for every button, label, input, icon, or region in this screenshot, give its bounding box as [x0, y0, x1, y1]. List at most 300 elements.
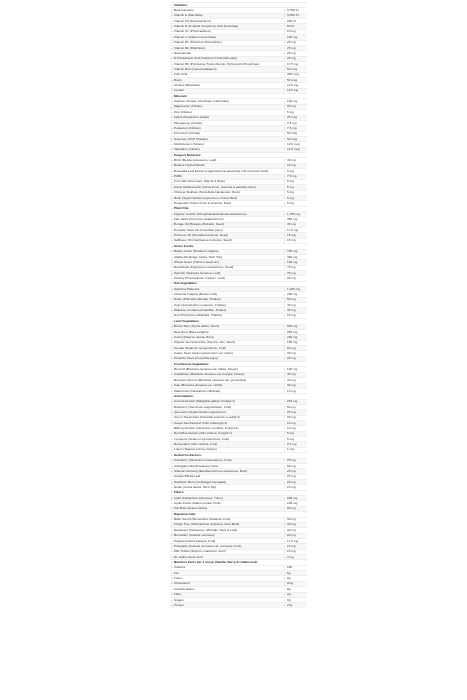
- ingredient-amount: 17.5 mg: [284, 229, 307, 232]
- ingredient-amount: 30 mg: [284, 384, 307, 387]
- ingredient-amount: 5 mg: [284, 438, 307, 441]
- ingredient-amount: 50 mg: [284, 406, 307, 409]
- ingredient-amount: 20 mg: [284, 416, 307, 419]
- bullet-icon: »: [171, 377, 173, 382]
- ingredient-amount: 50 mcg: [284, 132, 307, 135]
- bullet-icon: »: [171, 329, 173, 334]
- ingredient-name: Brown Rice (Oryza sativa, Seed): [174, 325, 219, 329]
- ingredient-name: Red Wine Extract (Vitis vinifera, Fruit)(4:1): [174, 432, 232, 436]
- ingredient-amount: 40 mg: [284, 379, 307, 382]
- ingredient-amount: 15 mg: [284, 234, 307, 237]
- ingredient-amount: 3,000 IU: [284, 14, 307, 17]
- table-row: [170, 479, 307, 484]
- table-row: [170, 575, 307, 580]
- bullet-icon: »: [171, 501, 173, 506]
- bullet-icon: »: [171, 40, 173, 45]
- table-row: [170, 259, 307, 264]
- ingredient-name: Chromium (Citrate): [174, 132, 201, 136]
- ingredient-amount: 150 mg: [284, 341, 307, 344]
- ingredient-name: Vitamin E (D-Alpha Tocopheryl Acid Succinate): [174, 25, 239, 29]
- bullet-icon: »: [171, 597, 173, 602]
- table-row: [170, 297, 307, 302]
- bullet-icon: »: [171, 468, 173, 473]
- section-title: Green Foods:: [174, 244, 195, 248]
- table-row: [170, 174, 307, 179]
- ingredient-name: Hawthorn Berry (Crataegus laevigata): [174, 480, 226, 484]
- ingredient-amount: 30 mg: [284, 309, 307, 312]
- table-row: [170, 409, 307, 414]
- table-row: [170, 179, 307, 184]
- ingredient-name: Bromelain (Ananas comosus): [174, 534, 215, 538]
- table-row: [170, 104, 307, 109]
- ingredient-name: Wheat Grass (Triticum aestivum): [174, 260, 220, 264]
- table-row: [170, 61, 307, 66]
- ingredient-amount: 20 mg: [284, 534, 307, 537]
- bullet-icon: »: [171, 447, 173, 452]
- ingredient-name: Kale (Brassica oleracea var. viridis): [174, 384, 223, 388]
- ingredient-amount: 25 mg: [284, 411, 307, 414]
- bullet-icon: »: [171, 136, 173, 141]
- bullet-icon: »: [171, 120, 173, 125]
- ingredient-amount: 10 mg: [284, 164, 307, 167]
- ingredient-amount: 3,750 IU: [284, 9, 307, 12]
- bullet-icon: »: [171, 554, 173, 559]
- bullet-icon: »: [171, 586, 173, 591]
- ingredient-amount: 12.5 mcg: [284, 148, 307, 151]
- table-row: [170, 40, 307, 45]
- table-row: [170, 597, 307, 602]
- bullet-icon: »: [171, 533, 173, 538]
- ingredient-amount: 25 mg: [284, 277, 307, 280]
- bullet-icon: »: [171, 538, 173, 543]
- bullet-icon: »: [171, 72, 173, 77]
- ingredient-amount: 20 mg: [284, 481, 307, 484]
- table-row: [170, 554, 307, 559]
- table-row: [170, 468, 307, 473]
- ingredient-amount: 50 mg: [284, 105, 307, 108]
- bullet-icon: »: [171, 109, 173, 114]
- ingredient-name: D-Pantothenic Acid (Calcium D-Pantothenate): [174, 57, 237, 61]
- ingredient-amount: 17.5 mg: [284, 540, 307, 543]
- bullet-icon: »: [171, 56, 173, 61]
- ingredient-name: Boswellia Leaf Extract (Lagerstroemia speciosa) (1% Corosolic Acid): [174, 169, 269, 173]
- bullet-icon: »: [171, 211, 173, 216]
- ingredient-amount: 25 mg: [284, 470, 307, 473]
- ingredient-name: Fat: [174, 571, 179, 575]
- section-title: Antioxidants:: [174, 394, 194, 398]
- table-row: [170, 66, 307, 71]
- bullet-icon: »: [171, 297, 173, 302]
- ingredient-name: Beta Carotene: [174, 8, 194, 12]
- ingredient-name: Lycopene (Solanum lycopersicum, Fruit): [174, 437, 230, 441]
- bullet-icon: »: [171, 163, 173, 168]
- ingredient-amount: 5 mg: [284, 202, 307, 205]
- table-row: [170, 495, 307, 500]
- ingredient-name: Nori (Porphyra umbilicalis, Thallus): [174, 314, 222, 318]
- ingredient-amount: 1,025 mg: [284, 288, 307, 291]
- ingredient-name: Potassium (Citrate): [174, 126, 201, 130]
- bullet-icon: »: [171, 174, 173, 179]
- bullet-icon: »: [171, 565, 173, 570]
- ingredient-name: Pineapple (Ananas comosus var. comosus, Fruit): [174, 544, 242, 548]
- table-row: [170, 163, 307, 168]
- table-row: [170, 447, 307, 452]
- ingredient-amount: 250 mg: [284, 331, 307, 334]
- bullet-icon: »: [171, 485, 173, 490]
- ingredient-amount: 350 mg: [284, 218, 307, 221]
- table-row: [170, 307, 307, 312]
- table-row: [170, 72, 307, 77]
- table-row: [170, 98, 307, 103]
- bullet-icon: »: [171, 308, 173, 313]
- bullet-icon: »: [171, 99, 173, 104]
- table-row: [170, 441, 307, 446]
- table-row: [170, 157, 307, 162]
- ingredient-name: Grape Seed Extract (Vitis vinifera)(4:1): [174, 421, 228, 425]
- bullet-icon: »: [171, 409, 173, 414]
- ingredient-name: Kelp (Ascophyllum nodosum, Thallus): [174, 303, 226, 307]
- ingredient-name: Ginkgo Biloba Leaf: [174, 475, 201, 479]
- bullet-icon: »: [171, 184, 173, 189]
- bullet-icon: »: [171, 351, 173, 356]
- ingredient-name: Protein: [174, 603, 184, 607]
- bullet-icon: »: [171, 24, 173, 29]
- ingredient-amount: 0g: [284, 599, 307, 602]
- bullet-icon: »: [171, 560, 173, 565]
- bullet-icon: »: [171, 281, 173, 286]
- ingredient-name: Rutin (Styphnolobium japonicum, Flower Bud): [174, 196, 237, 200]
- ingredient-name: Choline (Bitartrate): [174, 84, 200, 88]
- ingredient-amount: 75 mg: [284, 272, 307, 275]
- ingredient-amount: 7.5 mg: [284, 175, 307, 178]
- table-row: [170, 302, 307, 307]
- ingredient-amount: 5 mg: [284, 432, 307, 435]
- ingredient-name: Birch (Betula pubescens, Leaf): [174, 159, 217, 163]
- bullet-icon: »: [171, 190, 173, 195]
- ingredient-amount: 8 mcg: [284, 30, 307, 33]
- table-row: [170, 34, 307, 39]
- table-row: [170, 238, 307, 243]
- ingredient-name: Watercress (Nasturtium officinale): [174, 389, 221, 393]
- bullet-icon: »: [171, 125, 173, 130]
- ingredient-name: Blueberry (Vaccinium angustifolium, Fruit): [174, 405, 232, 409]
- bullet-icon: »: [171, 527, 173, 532]
- bullet-icon: »: [171, 104, 173, 109]
- ingredient-name: Milk Thistle (Silybum marianum, Fruit): [174, 550, 226, 554]
- table-row: [170, 538, 307, 543]
- ingredient-name: Bitter Gourd (Momordica charantia, Fruit): [174, 518, 231, 522]
- bullet-icon: »: [171, 34, 173, 39]
- bullet-icon: »: [171, 217, 173, 222]
- section-title: Plant Oils:: [174, 207, 190, 211]
- ingredient-amount: 30 mg: [284, 529, 307, 532]
- ingredient-name: Iodine (Potassium Iodide): [174, 116, 210, 120]
- section-title: Sea Vegetables:: [174, 282, 198, 286]
- ingredient-amount: 45 mg: [284, 223, 307, 226]
- table-row: [170, 200, 307, 205]
- bullet-icon: »: [171, 340, 173, 345]
- ingredient-amount: 27g: [284, 604, 307, 607]
- section-title: Digestive Aids:: [174, 512, 197, 516]
- ingredient-amount: 30 mg: [284, 159, 307, 162]
- table-row: [170, 458, 307, 463]
- table-row: [170, 291, 307, 296]
- ingredient-amount: 15 mg: [284, 239, 307, 242]
- bullet-icon: »: [171, 602, 173, 607]
- ingredient-amount: 300 mcg: [284, 73, 307, 76]
- bullet-icon: »: [171, 13, 173, 18]
- ingredient-name: Acerola Extract (Malpighia glabra, Fruit)(4:1): [174, 400, 235, 404]
- bullet-icon: »: [171, 543, 173, 548]
- ingredient-name: Fringe Tree (Chionanthus virginicus, Root Bark): [174, 523, 240, 527]
- ingredient-amount: 30 mg: [284, 523, 307, 526]
- bullet-icon: »: [171, 243, 173, 248]
- bullet-icon: »: [171, 45, 173, 50]
- table-row: [170, 345, 307, 350]
- table-row: [170, 356, 307, 361]
- bullet-icon: »: [171, 142, 173, 147]
- bullet-icon: »: [171, 302, 173, 307]
- table-row: [170, 431, 307, 436]
- bullet-icon: »: [171, 313, 173, 318]
- ingredient-name: Inositol: [174, 89, 184, 93]
- table-row: [170, 522, 307, 527]
- bullet-icon: »: [171, 570, 173, 575]
- bullet-icon: »: [171, 18, 173, 23]
- ingredient-amount: 25 mg: [284, 475, 307, 478]
- bullet-icon: »: [171, 495, 173, 500]
- bullet-icon: »: [171, 367, 173, 372]
- table-row: [170, 383, 307, 388]
- bullet-icon: »: [171, 83, 173, 88]
- table-row: [170, 286, 307, 291]
- table-row: [170, 115, 307, 120]
- ingredient-name: Folic Acid: [174, 73, 188, 77]
- ingredient-amount: 0mg: [284, 582, 307, 585]
- ingredient-name: Siberian Ginseng (Eleutherococcus senticosus, Root): [174, 469, 248, 473]
- table-row: [170, 232, 307, 237]
- ingredient-name: Vitamin B1 (Thiamine Mononitrate): [174, 41, 222, 45]
- section-title: Minerals:: [174, 94, 188, 98]
- section-title: Support Nutrients:: [174, 153, 202, 157]
- bullet-icon: »: [171, 66, 173, 71]
- bullet-icon: »: [171, 276, 173, 280]
- bullet-icon: »: [171, 286, 173, 291]
- ingredient-amount: 25 mg: [284, 357, 307, 360]
- table-row: [170, 147, 307, 152]
- ingredient-name: Niacinamide: [174, 51, 192, 55]
- ingredient-name: Spinach (Spinacia oleracea, Leaf): [174, 271, 221, 275]
- bullet-icon: »: [171, 158, 173, 163]
- table-row: [170, 168, 307, 173]
- bullet-icon: »: [171, 517, 173, 522]
- table-row: [170, 399, 307, 404]
- ingredient-name: Vitamin B6 (Pyridoxine Hydrochloride, Pyridoxal-5-Phosphate): [174, 62, 260, 66]
- ingredient-name: Safflower Oil (Carthamus tinctorius, Seed): [174, 239, 232, 243]
- ingredient-name: Calcium (Citrate, Ascorbate, Carbonate): [174, 100, 229, 104]
- ingredient-name: DL-Alpha Lipoic Acid: [174, 555, 203, 559]
- ingredient-name: Broccoli (Brassica oleracea var. italica, Flower): [174, 368, 239, 372]
- bullet-icon: »: [171, 152, 173, 157]
- table-row: [170, 249, 307, 254]
- ingredient-amount: 15 mg: [284, 314, 307, 317]
- ingredient-name: Manganese (Citrate): [174, 121, 203, 125]
- table-row: [170, 340, 307, 345]
- bullet-icon: »: [171, 576, 173, 581]
- table-row: [170, 50, 307, 55]
- table-row: [170, 184, 307, 189]
- ingredient-amount: 25 mcg: [284, 116, 307, 119]
- ingredient-name: Magnesium (Citrate): [174, 105, 203, 109]
- table-row: [170, 324, 307, 329]
- ingredient-amount: 900 mg: [284, 325, 307, 328]
- ingredient-name: Alfalfa (Medicago sativa, Herb Top): [174, 255, 223, 259]
- ingredient-amount: 50 mcg: [284, 68, 307, 71]
- bullet-icon: »: [171, 490, 173, 495]
- table-row: [170, 586, 307, 591]
- table-row: [170, 56, 307, 61]
- ingredient-amount: 10 mg: [284, 550, 307, 553]
- ingredient-name: Tomato (Solanum lycopersicum, Fruit): [174, 346, 227, 350]
- ingredient-amount: 200 mg: [284, 293, 307, 296]
- ingredient-amount: 75 mg: [284, 459, 307, 462]
- ingredient-amount: 105 mg: [284, 502, 307, 505]
- ingredient-amount: 5g: [284, 572, 307, 575]
- table-row: [170, 474, 307, 479]
- table-row: [170, 517, 307, 522]
- ingredient-name: Oat Bran (Avena sativa): [174, 507, 207, 511]
- bullet-icon: »: [171, 356, 173, 361]
- table-row: [170, 377, 307, 382]
- table-row: [170, 227, 307, 232]
- bullet-icon: »: [171, 50, 173, 55]
- ingredient-name: Chinese Skullcap (Scutellaria baicalensis, Root): [174, 191, 240, 195]
- table-row: [170, 372, 307, 377]
- ingredient-amount: 750 mg: [284, 250, 307, 253]
- ingredient-name: Trans: [174, 577, 182, 581]
- table-row: [170, 463, 307, 468]
- ingredient-amount: 12.5 mg: [284, 89, 307, 92]
- ingredient-amount: 2g: [284, 593, 307, 596]
- bullet-icon: »: [171, 200, 173, 205]
- ingredient-name: Selenium (HVP Chelate): [174, 137, 208, 141]
- bullet-icon: »: [171, 270, 173, 275]
- table-row: [170, 425, 307, 430]
- ingredient-amount: 60 mg: [284, 347, 307, 350]
- bullet-icon: »: [171, 592, 173, 597]
- table-row: [170, 602, 307, 607]
- ingredient-name: Resveratrol (Vitis vinifera, Fruit): [174, 443, 218, 447]
- ingredient-amount: 40 mg: [284, 373, 307, 376]
- table-row: [170, 527, 307, 532]
- ingredient-name: Betaine Hydrochloride: [174, 164, 205, 168]
- bullet-icon: »: [171, 131, 173, 136]
- bullet-icon: »: [171, 452, 173, 457]
- table-row: [170, 216, 307, 221]
- bullet-icon: »: [171, 479, 173, 484]
- table-row: [170, 404, 307, 409]
- table-row: [170, 23, 307, 28]
- table-row: [170, 388, 307, 393]
- bullet-icon: »: [171, 249, 173, 254]
- ingredient-amount: 50 IU: [284, 25, 307, 28]
- bullet-icon: »: [171, 442, 173, 447]
- ingredient-amount: 180: [284, 566, 307, 569]
- ingredient-name: Cauliflower (Brassica oleracea var. botrytis, Flower): [174, 373, 245, 377]
- ingredient-amount: 5 mg: [284, 191, 307, 194]
- bullet-icon: »: [171, 404, 173, 409]
- table-row: [170, 222, 307, 227]
- ingredient-name: Zinc (Citrate): [174, 110, 192, 114]
- bullet-icon: »: [171, 292, 173, 297]
- bullet-icon: »: [171, 388, 173, 393]
- bullet-icon: »: [171, 511, 173, 516]
- ingredient-amount: 30 mg: [284, 518, 307, 521]
- ingredient-amount: 300 mg: [284, 256, 307, 259]
- ingredient-amount: 0g: [284, 577, 307, 580]
- bullet-icon: »: [171, 420, 173, 425]
- ingredient-amount: 25 mg: [284, 41, 307, 44]
- bullet-icon: »: [171, 506, 173, 511]
- bullet-icon: »: [171, 361, 173, 366]
- ingredient-name: Vitamin B2 (Riboflavin): [174, 46, 206, 50]
- table-row: [170, 195, 307, 200]
- table-row: [170, 506, 307, 511]
- table-row: [170, 254, 307, 259]
- ingredient-name: PABA: [174, 175, 183, 179]
- table-row: [170, 415, 307, 420]
- ingredient-name: Barley Grass (Hordeum vulgare): [174, 250, 219, 254]
- ingredient-name: Sugars: [174, 598, 184, 602]
- ingredient-amount: 6 mg: [284, 170, 307, 173]
- table-row: [170, 7, 307, 12]
- table-row: [170, 77, 307, 82]
- bullet-icon: »: [171, 88, 173, 93]
- bullet-icon: »: [171, 522, 173, 527]
- ingredient-name: Beet Root (Beta vulgaris): [174, 330, 209, 334]
- table-row: [170, 125, 307, 130]
- ingredient-name: Cranberry (Vaccinium macrocarpon, Fruit): [174, 459, 232, 463]
- ingredient-amount: 7.5 mg: [284, 127, 307, 130]
- bullet-icon: »: [171, 549, 173, 554]
- table-row: [170, 581, 307, 586]
- table-row: [170, 329, 307, 334]
- ingredient-amount: 15 mg: [284, 390, 307, 393]
- table-row: [170, 88, 307, 93]
- section-title: Fibers:: [174, 491, 185, 495]
- bullet-icon: »: [171, 259, 173, 264]
- ingredient-amount: 1,750 mg: [284, 213, 307, 216]
- ingredient-amount: 50 mg: [284, 298, 307, 301]
- ingredient-amount: 900 mg: [284, 497, 307, 500]
- bullet-icon: »: [171, 265, 173, 270]
- ingredient-name: Inulin (Helianthus tuberosus, Tuber): [174, 496, 224, 500]
- table-row: [170, 82, 307, 87]
- table-row: [170, 131, 307, 136]
- ingredient-amount: 50 mcg: [284, 138, 307, 141]
- ingredient-name: Dulse (Palmaria palmata, Thallus): [174, 298, 221, 302]
- bullet-icon: »: [171, 168, 173, 173]
- bullet-icon: »: [171, 334, 173, 339]
- ingredient-name: Apple Pectin (Malus pumila, Fruit): [174, 502, 221, 506]
- section-title: Land Vegetables:: [174, 319, 200, 323]
- ingredient-amount: 100 mg: [284, 100, 307, 103]
- ingredient-name: Brussels Sprouts (Brassica oleracea var. gemmifera): [174, 378, 247, 382]
- ingredient-amount: 100 mg: [284, 36, 307, 39]
- bullet-icon: »: [171, 399, 173, 404]
- bullet-icon: »: [171, 206, 173, 211]
- table-row: [170, 141, 307, 146]
